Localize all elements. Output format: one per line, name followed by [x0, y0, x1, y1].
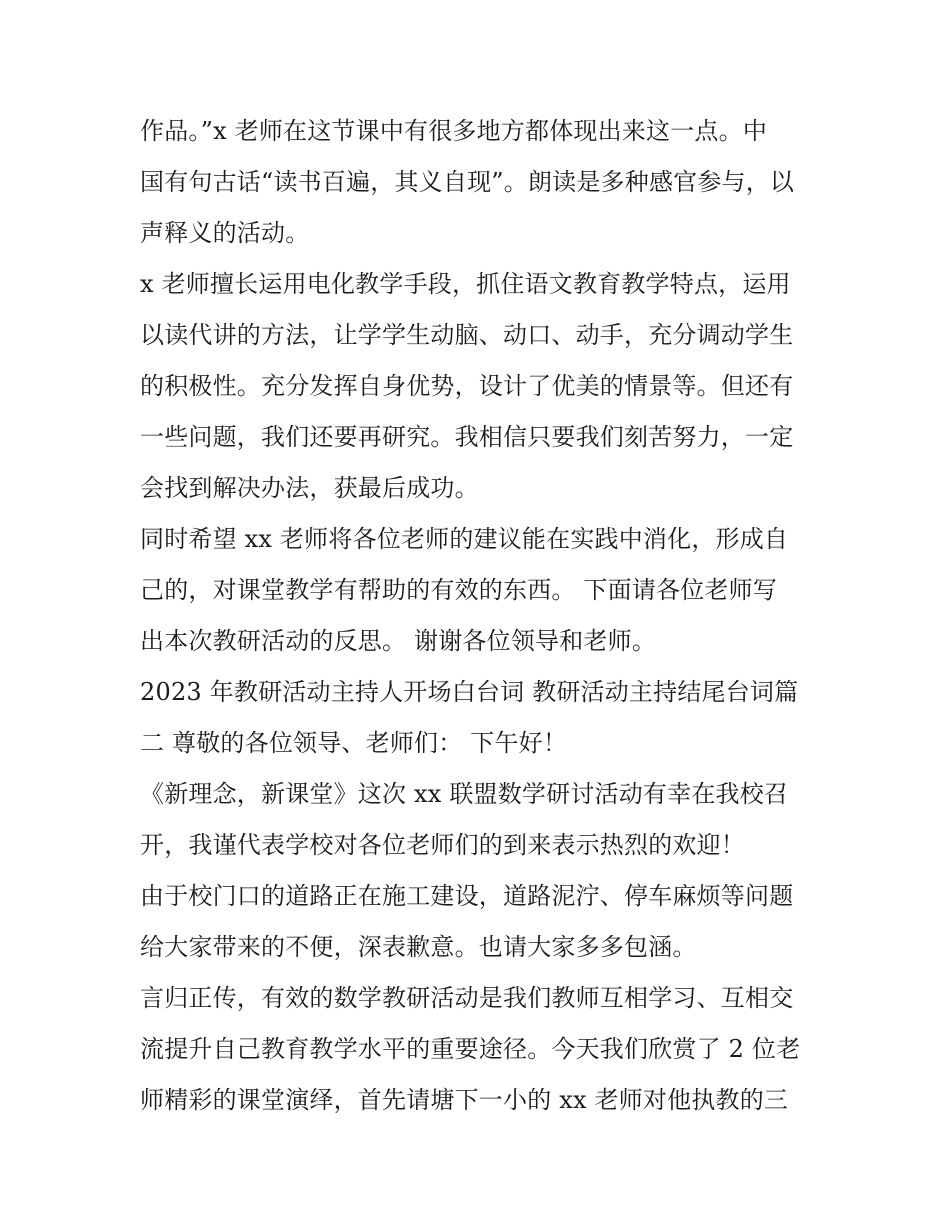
- text-line: 会找到解决办法，获最后成功。: [140, 474, 479, 502]
- paragraph: [140, 769, 820, 871]
- text-line: 同时希望 xx 老师将各位老师的建议能在实践中消化，形成自: [140, 525, 789, 553]
- text-line: 开，我谨代表学校对各位老师们的到来表示热烈的欢迎！: [140, 831, 745, 859]
- text-line: 声释义的活动。: [140, 219, 310, 247]
- section-heading-paragraph: [140, 667, 820, 769]
- text-line: 流提升自己教育教学水平的重要途径。今天我们欣赏了 2 位老: [140, 1035, 801, 1063]
- paragraph: [140, 106, 820, 259]
- text-line: 己的，对课堂教学有帮助的有效的东西。 下面请各位老师写: [140, 576, 778, 604]
- text-line: 给大家带来的不便，深表歉意。也请大家多多包涵。: [140, 933, 697, 961]
- text-line: 国有句古话“读书百遍，其义自现”。朗读是多种感官参与，以: [140, 168, 795, 196]
- paragraph: [140, 514, 820, 667]
- text-line: 以读代讲的方法，让学学生动脑、动口、动手，充分调动学生: [140, 321, 794, 349]
- text-line: 师精彩的课堂演绎，首先请塘下一小的 xx 老师对他执教的三: [140, 1086, 789, 1114]
- text-line: 2023 年教研活动主持人开场白台词 教研活动主持结尾台词篇: [140, 678, 799, 706]
- text-line: 由于校门口的道路正在施工建设，道路泥泞、停车麻烦等问题: [140, 882, 794, 910]
- text-line: 《新理念，新课堂》这次 xx 联盟数学研讨活动有幸在我校召: [140, 780, 789, 808]
- text-line: 一些问题，我们还要再研究。我相信只要我们刻苦努力，一定: [140, 423, 794, 451]
- text-line: 作品。”x 老师在这节课中有很多地方都体现出来这一点。中: [140, 117, 768, 145]
- text-line: 言归正传，有效的数学教研活动是我们教师互相学习、互相交: [140, 984, 794, 1012]
- text-line: 二 尊敬的各位领导、老师们： 下午好！: [140, 729, 568, 757]
- paragraph: [140, 871, 820, 973]
- text-line: 的积极性。充分发挥自身优势，设计了优美的情景等。但还有: [140, 372, 794, 400]
- text-line: x 老师擅长运用电化教学手段，抓住语文教育教学特点，运用: [140, 270, 791, 298]
- text-line: 出本次教研活动的反思。 谢谢各位领导和老师。: [140, 627, 657, 655]
- document-body: [140, 106, 820, 1126]
- paragraph: [140, 973, 820, 1126]
- paragraph: [140, 259, 820, 514]
